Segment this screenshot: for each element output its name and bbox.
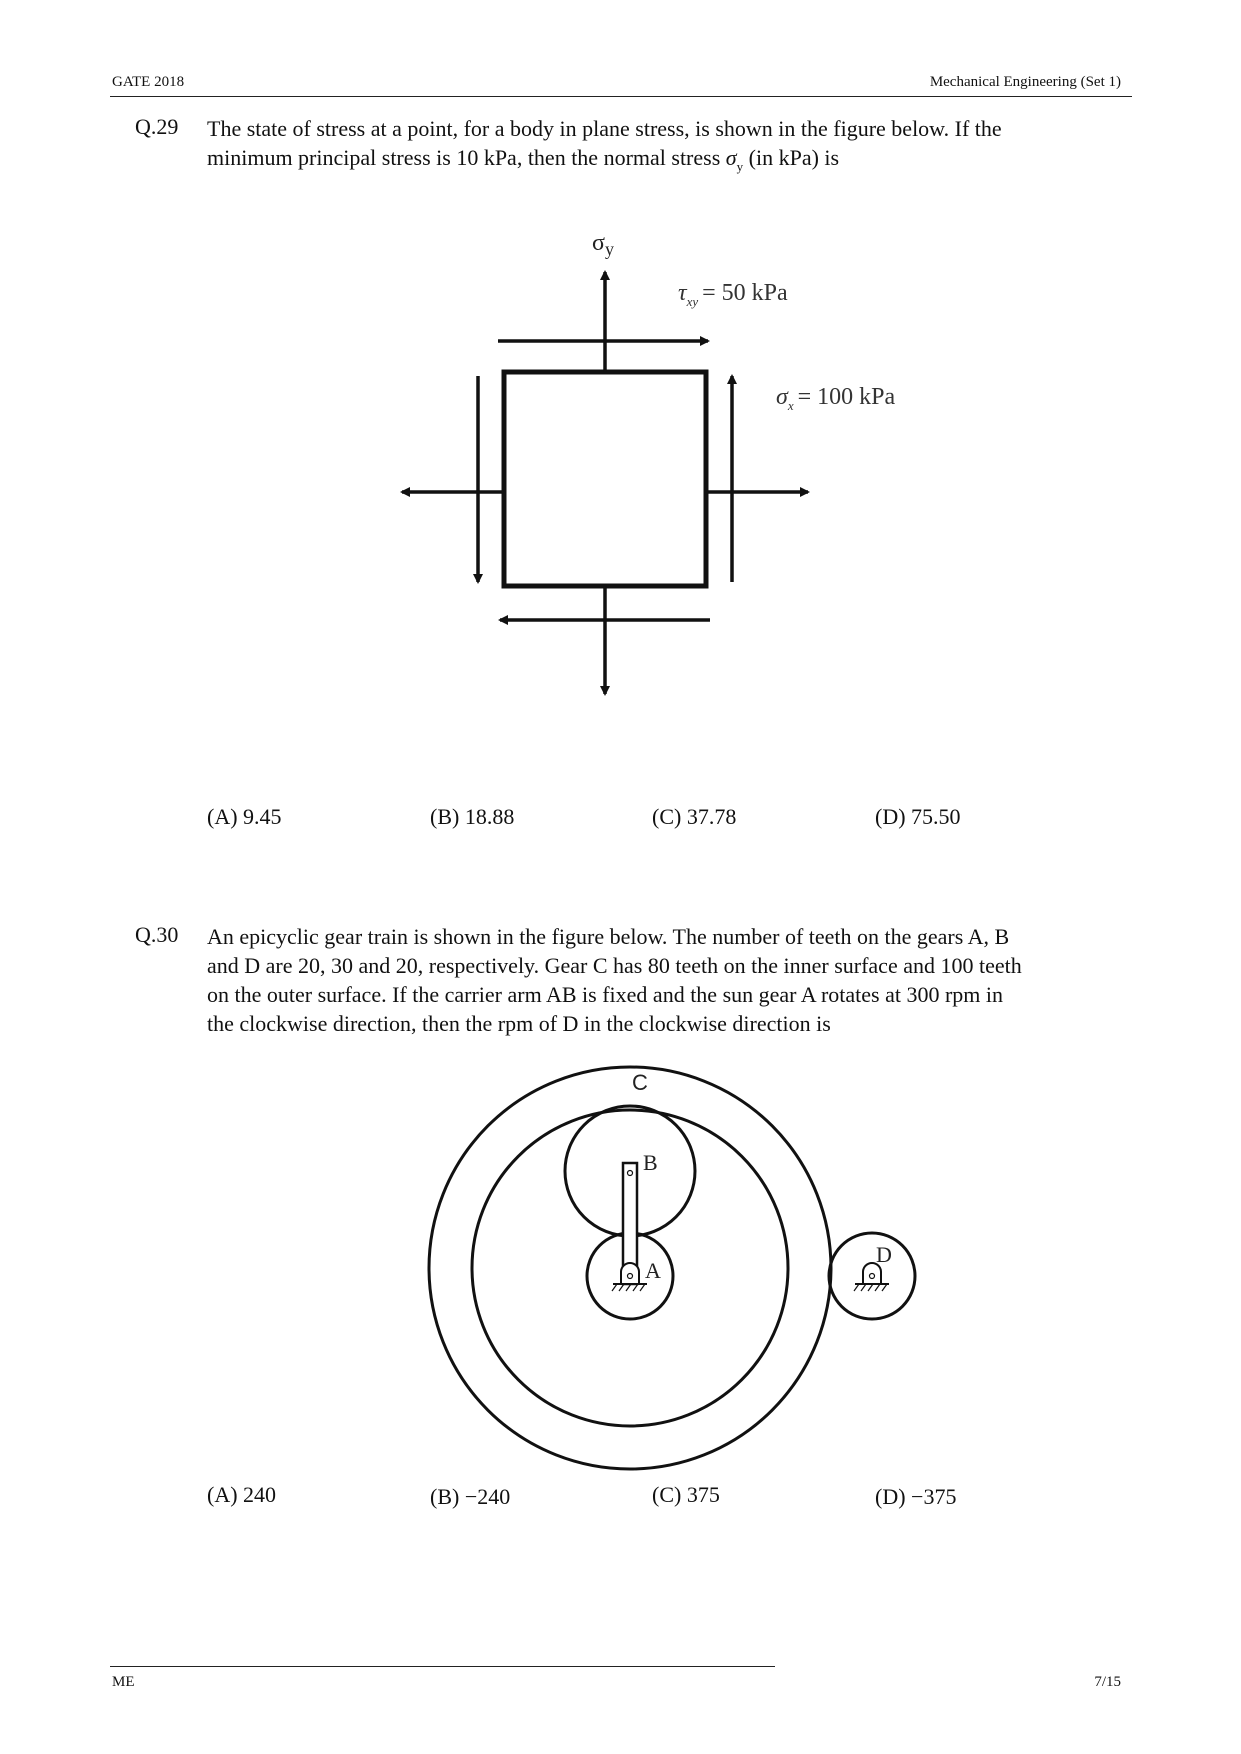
- support-a: [612, 1263, 647, 1291]
- q29-stress-figure: [380, 220, 896, 710]
- support-d: [854, 1263, 889, 1291]
- q30-option-d[interactable]: (D) −375: [875, 1484, 957, 1509]
- q30-text-line1: An epicyclic gear train is shown in the figure below. The number of teeth on the gears A, B: [207, 924, 1010, 949]
- q29-number: Q.29: [135, 114, 179, 139]
- footer-rule: [110, 1666, 775, 1667]
- q29-sigma-symbol: σ: [725, 145, 737, 170]
- q29-option-d[interactable]: (D) 75.50: [875, 804, 961, 829]
- gear-d-label: D: [876, 1242, 892, 1267]
- q30-text: [207, 922, 1137, 1038]
- footer-left: ME: [112, 1674, 135, 1690]
- tau-xy-label: $\tau_{xy} = 50$ kPa: [678, 280, 788, 309]
- gear-c-label: C: [632, 1070, 648, 1095]
- sigma-y-label: $\sigma_y$: [592, 230, 614, 259]
- q30-text-line4: the clockwise direction, then the rpm of D in the clockwise direction is: [207, 1011, 831, 1036]
- q30-text-line2: and D are 20, 30 and 20, respectively. Gear C has 80 teeth on the inner surface and 100 teeth: [207, 953, 1022, 978]
- q30-option-b[interactable]: (B) −240: [430, 1484, 511, 1509]
- header-left: GATE 2018: [112, 74, 185, 90]
- sigma-x-label: $\sigma_x = 100$ kPa: [776, 384, 896, 413]
- q30-number: Q.30: [135, 922, 179, 947]
- q30-option-a[interactable]: (A) 240: [207, 1482, 277, 1507]
- q29-text-line1: The state of stress at a point, for a body in plane stress, is shown in the figure below. If the: [207, 116, 1002, 141]
- q30-gear-train-figure: [420, 1060, 930, 1480]
- q29-text: [207, 114, 1137, 175]
- q29-option-b[interactable]: (B) 18.88: [430, 804, 515, 829]
- header-right: Mechanical Engineering (Set 1): [929, 74, 1121, 90]
- stress-element-square: [504, 372, 706, 586]
- q30-option-c[interactable]: (C) 375: [652, 1482, 720, 1507]
- page-number: 7/15: [1094, 1674, 1121, 1690]
- q29-text-line2: minimum principal stress is 10 kPa, then the normal stress $\sigma_y$ (in kPa) is: [207, 145, 840, 174]
- q29-option-c[interactable]: (C) 37.78: [652, 804, 737, 829]
- gear-b-label: B: [643, 1150, 658, 1175]
- q29-option-a[interactable]: (A) 9.45: [207, 804, 282, 829]
- gear-a-label: A: [645, 1258, 661, 1283]
- header-rule: [110, 96, 1132, 97]
- q30-text-line3: on the outer surface. If the carrier arm AB is fixed and the sun gear A rotates at 300 rpm in: [207, 982, 1004, 1007]
